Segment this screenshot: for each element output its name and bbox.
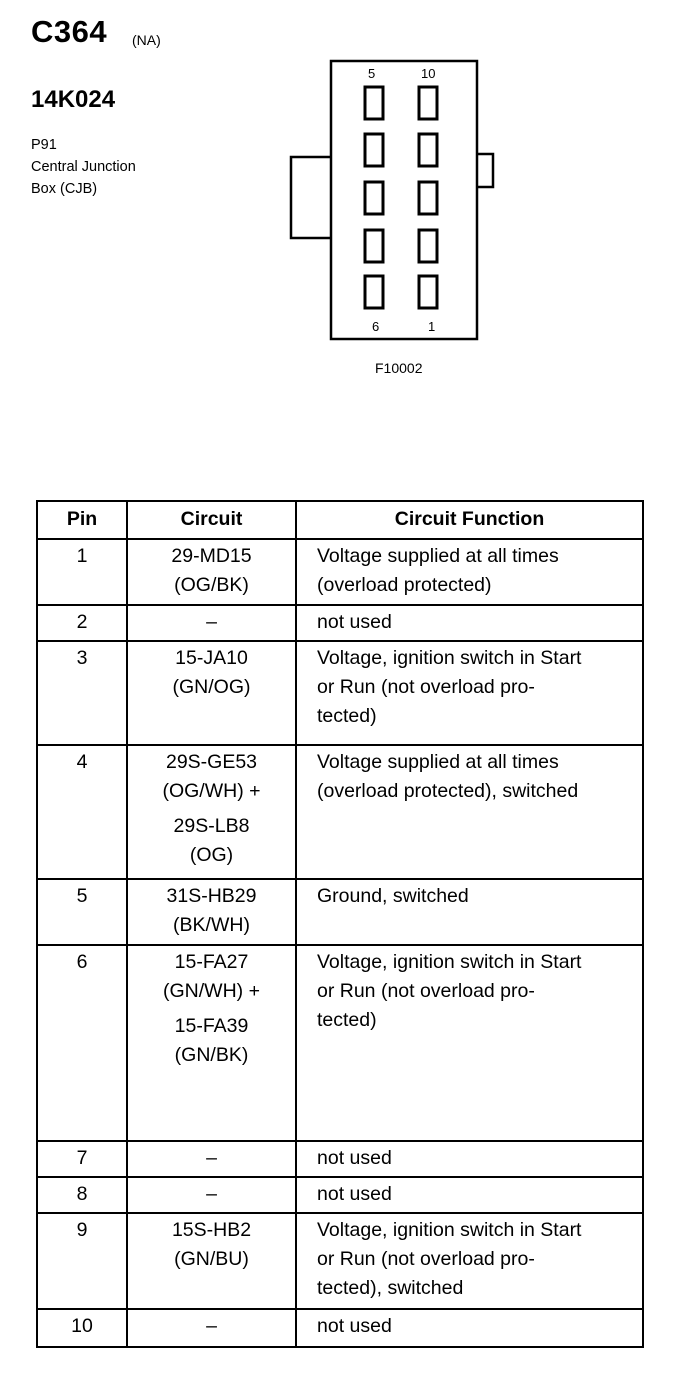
- table-row: [37, 1141, 643, 1177]
- function-text-line: Voltage, ignition switch in Start: [317, 1219, 582, 1241]
- pin-number-label: 10: [421, 66, 436, 81]
- pin-number-cell: 5: [37, 879, 127, 945]
- pin-number-label: 5: [368, 66, 376, 81]
- circuit-cell: [127, 879, 296, 945]
- pin-cavity: [419, 134, 437, 166]
- circuit-function-cell: [296, 641, 643, 745]
- location-line: P91: [31, 137, 57, 153]
- circuit-function-cell: [296, 1213, 643, 1309]
- connector-face-diagram: [0, 0, 688, 400]
- circuit-function-cell: [296, 945, 643, 1141]
- circuit-function-cell: [296, 879, 643, 945]
- circuit-cell: [127, 745, 296, 879]
- table-row: [37, 1213, 643, 1309]
- circuit-id: 29-MD15: [171, 545, 252, 567]
- location-line: Central Junction: [31, 159, 136, 175]
- circuit-cell: [127, 1177, 296, 1213]
- pin-cavity: [419, 230, 437, 262]
- function-text-line: (overload protected), switched: [317, 780, 579, 802]
- pin-number-cell: 4: [37, 745, 127, 879]
- table-row: [37, 1309, 643, 1347]
- pin-cavity: [365, 87, 383, 119]
- circuit-id: 15S-HB2: [171, 1219, 252, 1241]
- circuit-cell: [127, 1309, 296, 1347]
- circuit-id: 29S-GE53: [165, 751, 258, 773]
- circuit-function-cell: [296, 1309, 643, 1347]
- function-text-line: not used: [317, 611, 392, 633]
- function-text-line: tected): [317, 1009, 377, 1031]
- pin-number-cell: 8: [37, 1177, 127, 1213]
- table-row: [37, 879, 643, 945]
- circuit-id: 31S-HB29: [166, 885, 257, 907]
- function-text-line: not used: [317, 1315, 392, 1337]
- table-row: [37, 1177, 643, 1213]
- pin-cavity: [419, 182, 437, 214]
- pinout-table-body: [37, 539, 643, 1347]
- connector-code: C364: [31, 14, 108, 49]
- pin-cavity: [419, 276, 437, 308]
- circuit-id: 29S-LB8: [173, 815, 250, 837]
- table-header-row: [37, 501, 643, 539]
- wire-color: (GN/WH) +: [163, 980, 260, 1002]
- pin-cavities: [365, 87, 437, 308]
- table-row: [37, 641, 643, 745]
- circuit-id: –: [206, 1183, 217, 1205]
- wire-color: (OG): [189, 844, 234, 866]
- connector-latch-left: [291, 157, 331, 238]
- pin-number-cell: 6: [37, 945, 127, 1141]
- function-text-line: or Run (not overload pro-: [317, 980, 535, 1002]
- circuit-cell: [127, 641, 296, 745]
- function-text-line: or Run (not overload pro-: [317, 676, 535, 698]
- figure-id: F10002: [375, 360, 423, 376]
- wire-color: (OG/WH) +: [162, 780, 261, 802]
- function-column-header: Circuit Function: [296, 501, 643, 539]
- pin-number-cell: 7: [37, 1141, 127, 1177]
- function-text-line: Voltage, ignition switch in Start: [317, 951, 582, 973]
- pinout-table: [36, 500, 644, 1348]
- circuit-cell: [127, 539, 296, 605]
- pin-cavity: [365, 230, 383, 262]
- connector-latch-right: [477, 154, 493, 187]
- table-row: [37, 605, 643, 641]
- pin-cavity: [365, 134, 383, 166]
- pin-cavity: [419, 87, 437, 119]
- connector-body: [331, 61, 477, 339]
- pin-cavity: [365, 182, 383, 214]
- pin-number-cell: 9: [37, 1213, 127, 1309]
- wire-color: (GN/BK): [174, 1044, 249, 1066]
- function-text-line: not used: [317, 1147, 392, 1169]
- pin-number-label: 6: [372, 319, 380, 334]
- function-text-line: (overload protected): [317, 574, 492, 596]
- circuit-id: 15-FA39: [174, 1015, 249, 1037]
- location-line: Box (CJB): [31, 181, 98, 197]
- wire-color: (BK/WH): [173, 914, 250, 936]
- circuit-cell: [127, 1213, 296, 1309]
- pin-number-cell: 2: [37, 605, 127, 641]
- function-text-line: Voltage supplied at all times: [317, 545, 559, 567]
- function-text-line: tected): [317, 705, 377, 727]
- circuit-id: –: [206, 1147, 217, 1169]
- circuit-function-cell: [296, 539, 643, 605]
- circuit-cell: [127, 945, 296, 1141]
- wire-color: (GN/OG): [172, 676, 251, 698]
- table-row: [37, 945, 643, 1141]
- table-row: [37, 745, 643, 879]
- pin-number-label: 1: [428, 319, 436, 334]
- wire-color: (OG/BK): [174, 574, 249, 596]
- part-number: 14K024: [31, 86, 116, 113]
- function-text-line: or Run (not overload pro-: [317, 1248, 535, 1270]
- function-text-line: tected), switched: [317, 1277, 464, 1299]
- wire-color: (GN/BU): [174, 1248, 249, 1270]
- pin-number-cell: 3: [37, 641, 127, 745]
- function-text-line: not used: [317, 1183, 392, 1205]
- circuit-id: 15-JA10: [175, 647, 248, 669]
- pin-number-cell: 1: [37, 539, 127, 605]
- circuit-id: –: [206, 1315, 217, 1337]
- circuit-function-cell: [296, 1141, 643, 1177]
- circuit-id: 15-FA27: [174, 951, 249, 973]
- circuit-cell: [127, 605, 296, 641]
- circuit-function-cell: [296, 1177, 643, 1213]
- circuit-cell: [127, 1141, 296, 1177]
- function-text-line: Voltage, ignition switch in Start: [317, 647, 582, 669]
- circuit-function-cell: [296, 745, 643, 879]
- region-label: (NA): [132, 32, 161, 48]
- circuit-column-header: Circuit: [127, 501, 296, 539]
- pin-number-cell: 10: [37, 1309, 127, 1347]
- table-row: [37, 539, 643, 605]
- circuit-function-cell: [296, 605, 643, 641]
- circuit-id: –: [206, 611, 217, 633]
- pin-cavity: [365, 276, 383, 308]
- function-text-line: Voltage supplied at all times: [317, 751, 559, 773]
- function-text-line: Ground, switched: [317, 885, 469, 907]
- pin-column-header: Pin: [37, 501, 127, 539]
